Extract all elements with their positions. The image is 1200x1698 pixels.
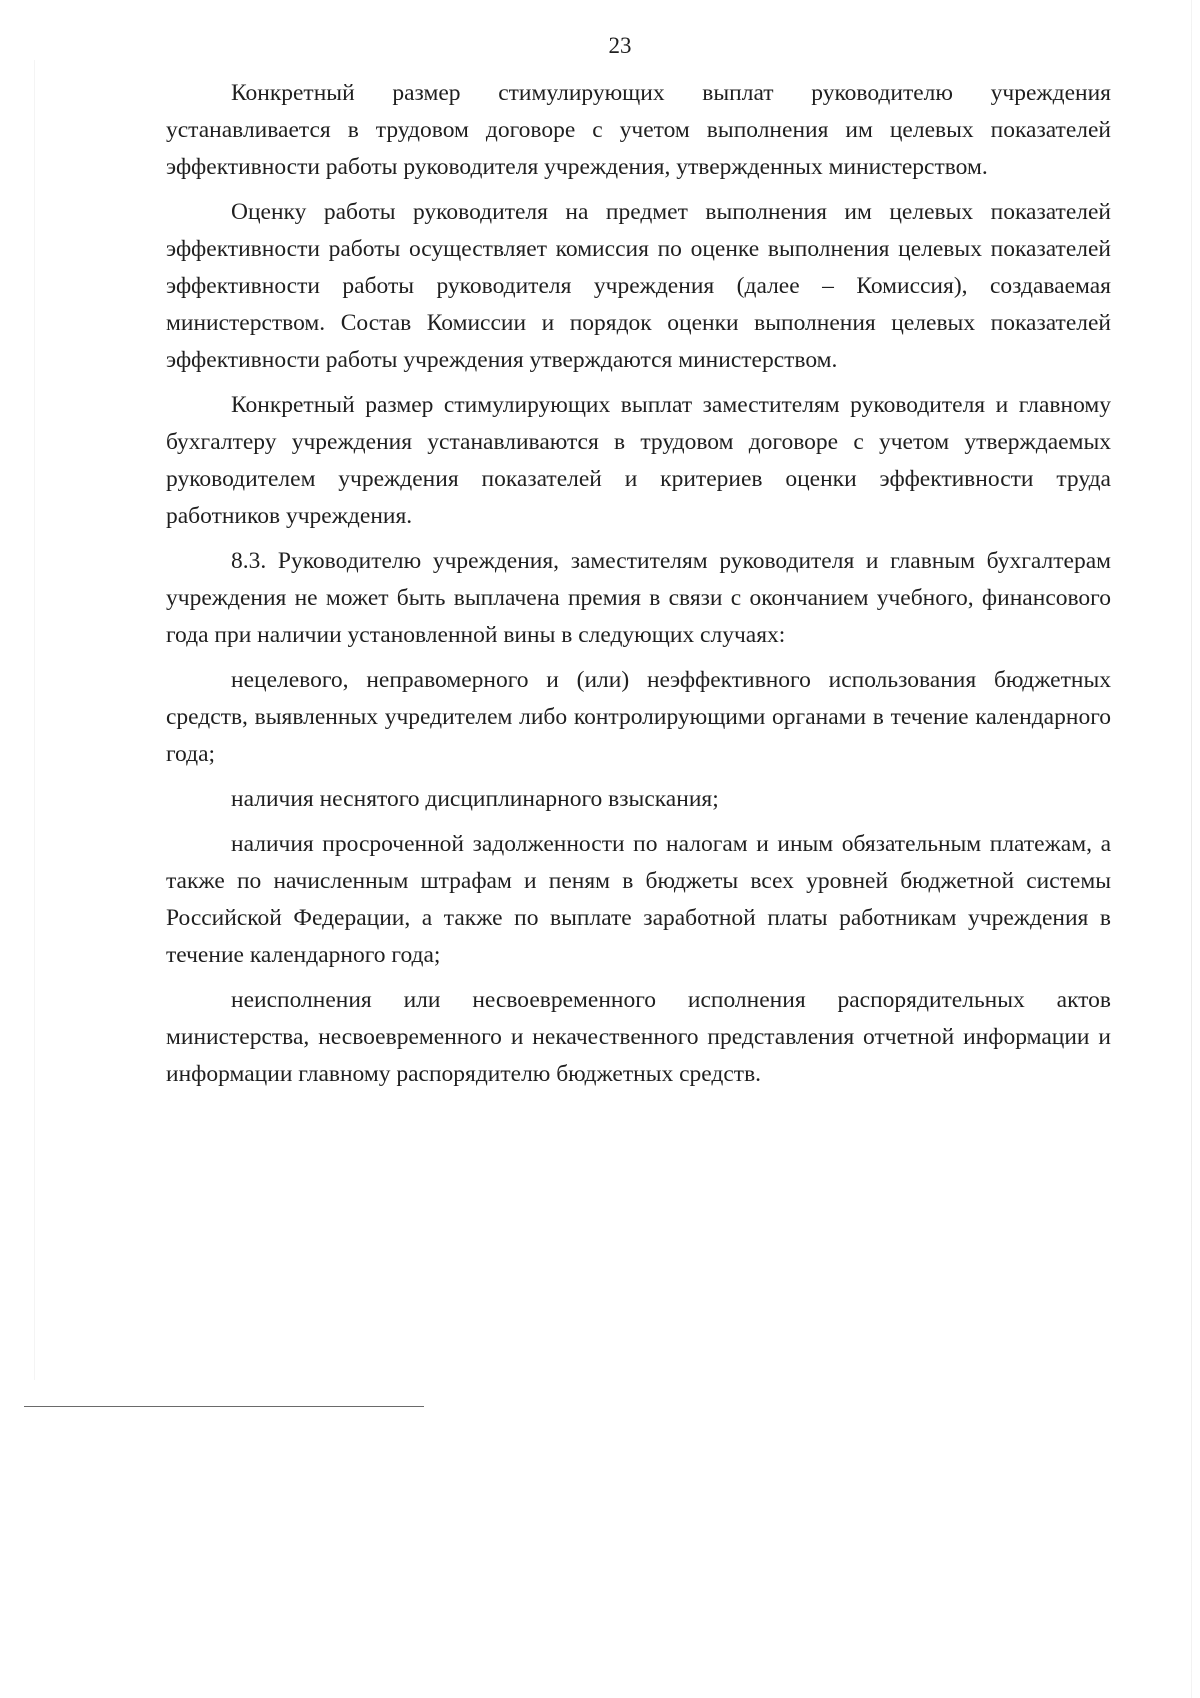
paragraph-performance-evaluation: Оценку работы руководителя на предмет выполнения им целевых показателей эффективности работы осуществляет комиссия по оценке выполнения целевых показателей эффективности работы руководителя учреждения (далее – Комиссия), создаваемая министерством. Состав Комиссии и порядок оценки выполнения целевых показателей эффективности работы учреждения утверждаются министерством. <box>166 199 1111 373</box>
scan-edge-right <box>1191 0 1192 1698</box>
scan-edge-left <box>34 60 35 1380</box>
paragraph-director-bonus: Конкретный размер стимулирующих выплат руководителю учреждения устанавливается в трудовом договоре с учетом выполнения им целевых показателей эффективности работы руководителя учреждения, утвержденных министерством. <box>166 80 1111 180</box>
list-item-overdue-debt: наличия просроченной задолженности по налогам и иным обязательным платежам, а также по начисленным штрафам и пеням в бюджеты всех уровней бюджетной системы Российской Федерации, а также по выплате заработной платы работникам учреждения в течение календарного года; <box>166 831 1111 968</box>
list-item-misuse-of-funds: нецелевого, неправомерного и (или) неэффективного использования бюджетных средств, выявленных учредителем либо контролирующими органами в течение календарного года; <box>166 667 1111 767</box>
list-item-disciplinary-penalty: наличия неснятого дисциплинарного взыскания; <box>231 786 719 812</box>
list-item-non-execution: неисполнения или несвоевременного исполнения распорядительных актов министерства, несвоевременного и некачественного представления отчетной информации и информации главному распорядителю бюджетных средств. <box>166 987 1111 1087</box>
footnote-separator <box>24 1406 424 1407</box>
paragraph-section-8-3: 8.3. Руководителю учреждения, заместителям руководителя и главным бухгалтерам учреждения не может быть выплачена премия в связи с окончанием учебного, финансового года при наличии установленной вины в следующих случаях: <box>166 548 1111 648</box>
paragraph-deputies-bonus: Конкретный размер стимулирующих выплат заместителям руководителя и главному бухгалтеру учреждения устанавливаются в трудовом договоре с учетом утверждаемых руководителем учреждения показателей и критериев оценки эффективности труда работников учреждения. <box>166 392 1111 529</box>
document-body <box>166 75 1111 1101</box>
page-number: 23 <box>608 33 632 58</box>
